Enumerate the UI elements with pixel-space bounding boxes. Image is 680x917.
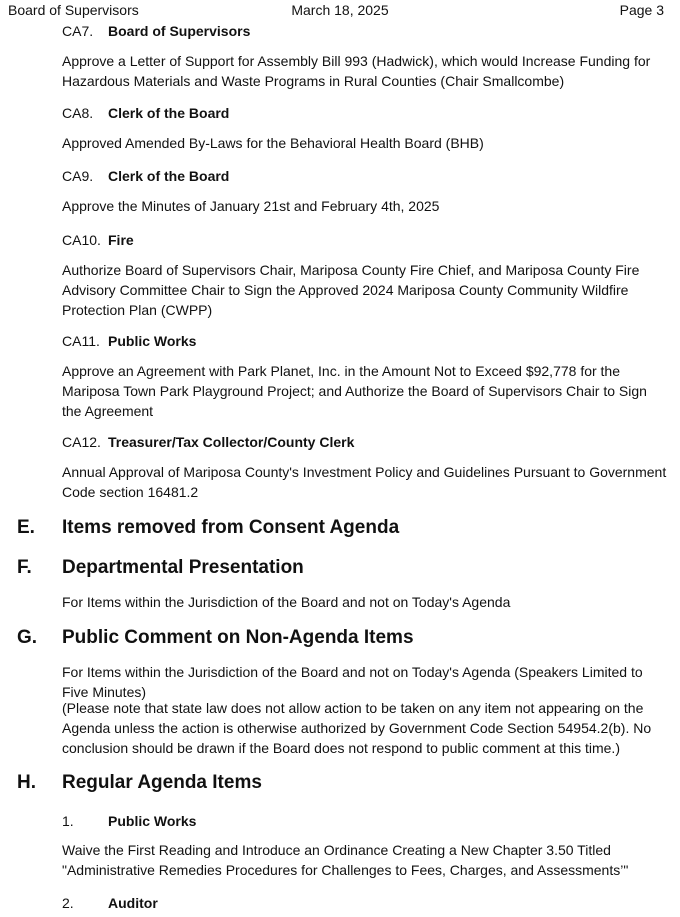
consent-item-department: Treasurer/Tax Collector/County Clerk [108,434,355,450]
regular-item-department: Public Works [108,813,197,829]
consent-item-department: Clerk of the Board [108,105,230,121]
consent-item-description: Approve the Minutes of January 21st and February 4th, 2025 [62,198,440,214]
section-g-note: (Please note that state law does not allow action to be taken on any item not appearing on the Agenda unless the action is otherwise authorized by Government Code Section 54954.2(b). No conclusion should be drawn if the Board does not respond to public comment at this time.) [62,700,652,756]
consent-item-number: CA12. [62,434,101,450]
header-title: Board of Supervisors [8,2,139,18]
section-heading-e [17,516,399,540]
consent-item-heading [62,104,229,122]
section-heading-h [17,771,262,795]
section-title: Items removed from Consent Agenda [62,517,400,538]
section-letter: H. [17,772,36,793]
section-g-text: For Items within the Jurisdiction of the Board and not on Today's Agenda (Speakers Limited to Five Minutes) [62,664,643,700]
section-f-text: For Items within the Jurisdiction of the Board and not on Today's Agenda [62,594,511,610]
consent-item-heading [62,231,134,249]
section-letter: F. [17,557,32,578]
consent-item-heading [62,332,196,350]
consent-item-number: CA10. [62,232,101,248]
consent-item-number: CA11. [62,333,100,349]
consent-item-department: Clerk of the Board [108,168,230,184]
consent-item-description: Approve an Agreement with Park Planet, Inc. in the Amount Not to Exceed $92,778 for the Mariposa Town Park Playground Project; and Authorize the Board of Supervisors Chair to Sign the Agreement [62,363,647,419]
regular-item-department: Auditor [108,895,158,911]
header-date: March 18, 2025 [291,2,389,18]
regular-item-heading [62,894,158,912]
consent-item-department: Public Works [108,333,197,349]
consent-item-heading [62,167,229,185]
consent-item-heading [62,433,354,451]
section-heading-g [17,626,414,650]
section-letter: E. [17,517,35,538]
consent-item-description: Annual Approval of Mariposa County's Investment Policy and Guidelines Pursuant to Government Code section 16481.2 [62,464,667,500]
consent-item-description: Approve a Letter of Support for Assembly Bill 993 (Hadwick), which would Increase Funding for Hazardous Materials and Waste Programs in Rural Counties (Chair Smallcombe) [62,53,651,89]
section-title: Regular Agenda Items [62,772,262,793]
regular-item-number: 1. [62,813,74,829]
consent-item-number: CA8. [62,105,94,121]
consent-item-heading [62,22,250,40]
consent-item-number: CA9. [62,168,94,184]
section-letter: G. [17,627,38,648]
consent-item-department: Fire [108,232,134,248]
section-title: Public Comment on Non-Agenda Items [62,627,414,648]
consent-item-description: Authorize Board of Supervisors Chair, Mariposa County Fire Chief, and Mariposa County Fire Advisory Committee Chair to Sign the Approved 2024 Mariposa County Community Wildfire Protection Plan (CWPP) [62,262,640,318]
header-page-number: Page 3 [619,2,664,18]
consent-item-number: CA7. [62,23,94,39]
section-heading-f [17,556,304,580]
consent-item-description: Approved Amended By-Laws for the Behavioral Health Board (BHB) [62,135,484,151]
regular-item-description: Waive the First Reading and Introduce an Ordinance Creating a New Chapter 3.50 Titled "Administrative Remedies Procedures for Challenges to Fees, Charges, and Assessments’" [62,842,629,878]
section-title: Departmental Presentation [62,557,304,578]
regular-item-heading [62,812,196,830]
regular-item-number: 2. [62,895,74,911]
consent-item-department: Board of Supervisors [108,23,251,39]
